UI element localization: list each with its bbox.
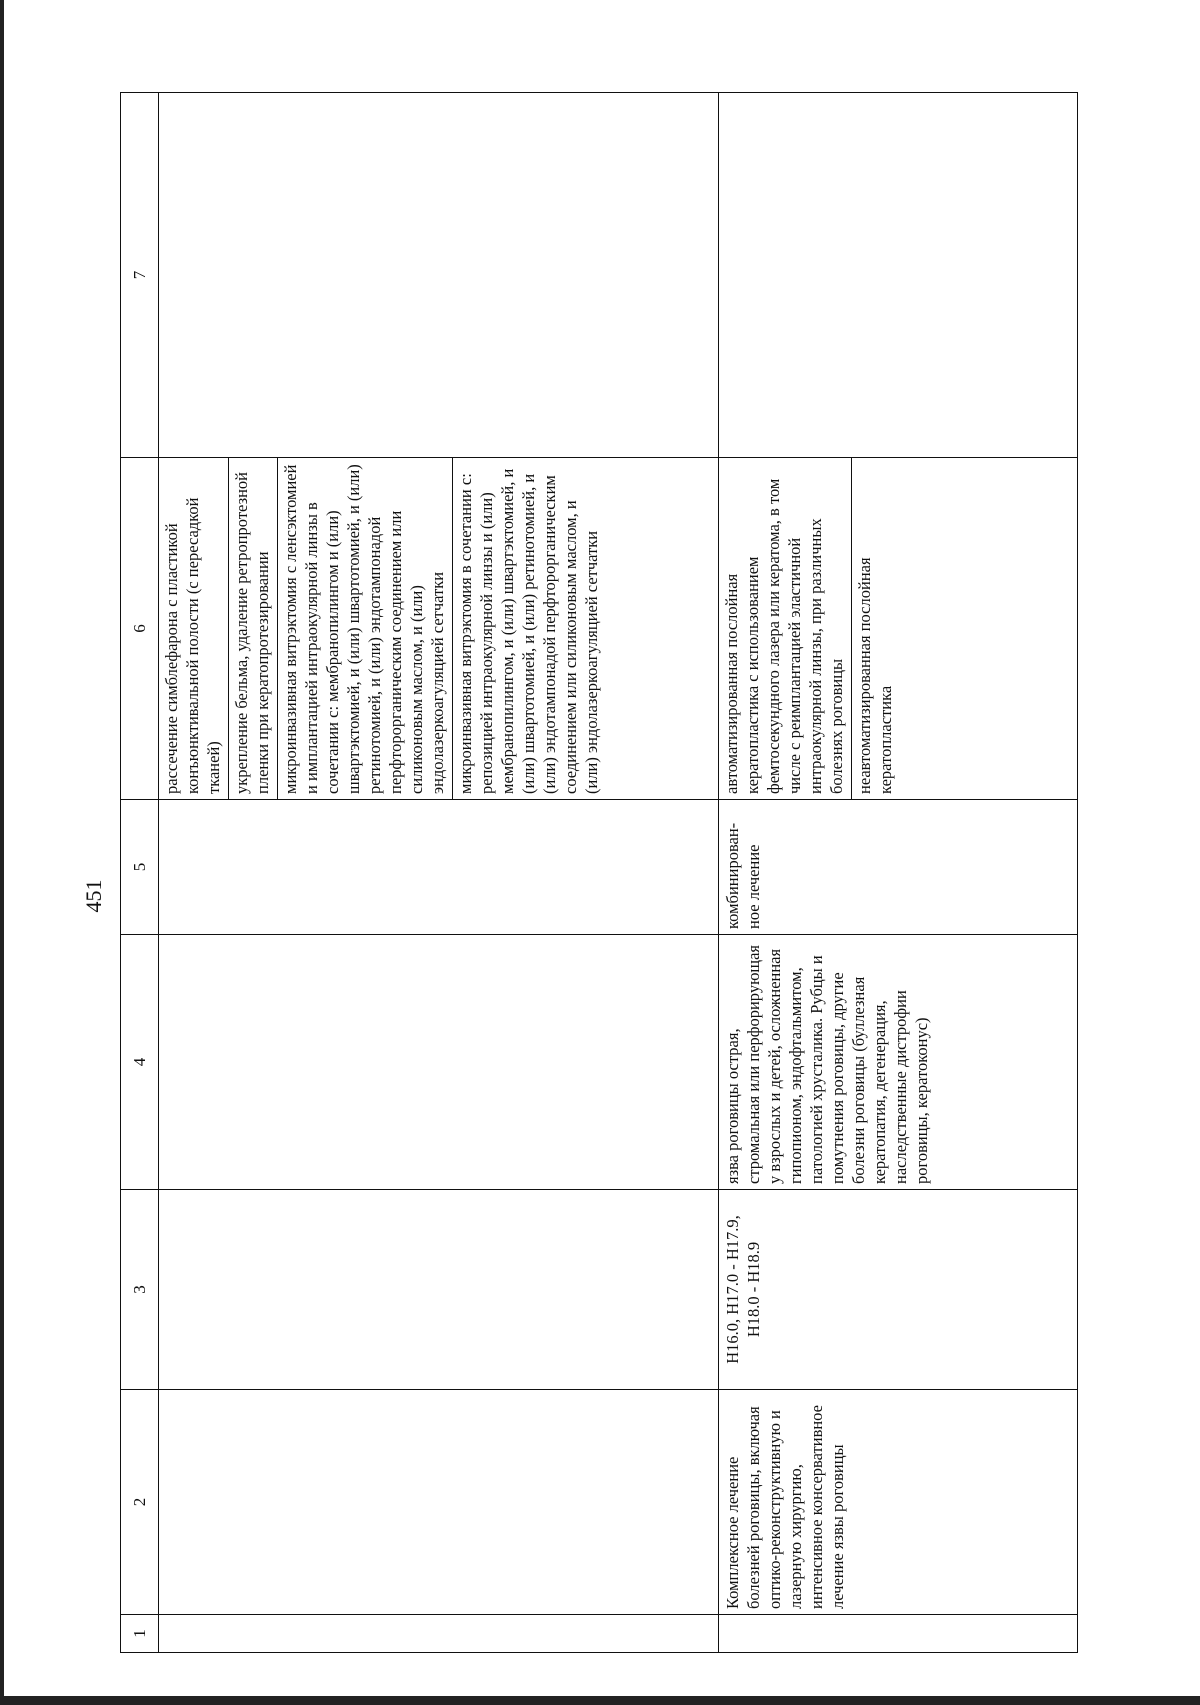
continuation-row	[159, 93, 719, 1653]
method-item: укрепление бельма, удаление ретропротезной пленки при кератопротезировании	[229, 458, 278, 799]
cell-empty	[159, 1390, 719, 1615]
cell-number	[719, 1615, 1078, 1653]
cell-col7	[719, 93, 1078, 458]
cell-name: Комплексное лечение болезней роговицы, включая оптико-реконструктивную и лазерную хирургию, интенсивное консервативное лечение язвы роговицы	[719, 1390, 1078, 1615]
rotated-table-container	[120, 93, 1078, 1653]
header-col-1: 1	[121, 1615, 159, 1653]
cell-methods	[159, 458, 719, 800]
scan-edge-left	[0, 0, 4, 1705]
cell-empty	[159, 935, 719, 1190]
cell-empty	[159, 1190, 719, 1390]
method-item: рассечение симблефарона с пластикой конъюнктивальной полости (с пересадкой тканей)	[159, 458, 229, 799]
cell-methods	[719, 458, 1078, 800]
method-item: микроинвазивная витрэктомия в сочетании с: репозицией интраокулярной линзы и (или) мембранопилингом, и (или) швартэктомией, и (или) швартотомией, и (или) ретинотомией, и (или) эндотампонадой перфторорганическим соединением или силиконовым маслом, и (или) эндолазеркоагуляцией сетчатки	[456, 468, 601, 794]
cell-empty	[159, 1615, 719, 1653]
treatment-table	[120, 92, 1078, 1653]
header-col-7: 7	[121, 93, 159, 458]
main-row	[719, 93, 1078, 1653]
cell-codes: H16.0, H17.0 - H17.9, H18.0 - H18.9	[719, 1190, 1078, 1390]
header-col-5: 5	[121, 800, 159, 935]
cell-empty	[159, 93, 719, 458]
cell-model: язва роговицы острая, стромальная или перфорирующая у взрослых и детей, осложненная гипопионом, эндофтальмитом, патологией хрусталика. Рубцы и помутнения роговицы, другие болезни роговицы (буллезная кератопатия, дегенерация, наследственные дистрофии роговицы, кератоконус)	[719, 935, 1078, 1190]
method-item: неавтоматизированная послойная кератопластика	[855, 557, 895, 794]
header-col-6: 6	[121, 458, 159, 800]
header-col-3: 3	[121, 1190, 159, 1390]
cell-empty	[159, 800, 719, 935]
header-row	[121, 93, 159, 1653]
cell-treatment-type: комбинирован-ное лечение	[719, 800, 1078, 935]
page-number: 451	[81, 879, 106, 913]
method-item: автоматизированная послойная кератопластика с использованием фемтосекундного лазера или кератома, в том числе с реимплантацией эластичной интраокулярной линзы, при различных болезнях роговицы	[719, 458, 852, 799]
header-col-2: 2	[121, 1390, 159, 1615]
scan-edge-bottom	[0, 1696, 1200, 1705]
method-item: микроинвазивная витрэктомия с ленсэктомией и имплантацией интраокулярной линзы в сочетании с: мембранопилингом и (или) швартэктомией, и (или) швартотомией, и (или) ретинотомией, и (или) эндотампонадой перфторорганическим соединением или силиконовым маслом, и (или) эндолазеркоагуляцией сетчатки	[278, 458, 453, 799]
header-col-4: 4	[121, 935, 159, 1190]
